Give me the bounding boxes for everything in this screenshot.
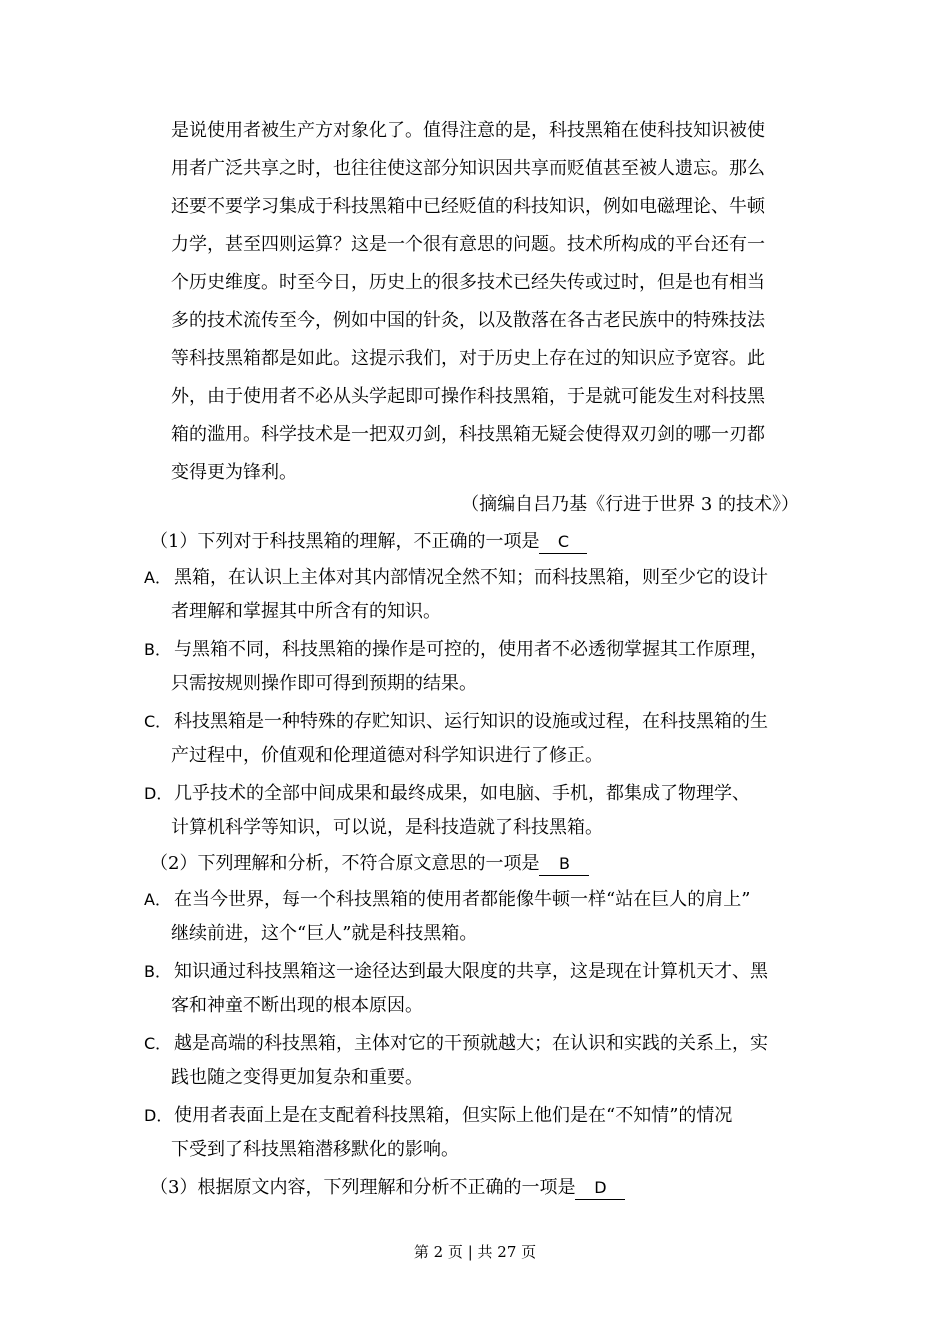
question-stem <box>150 849 589 879</box>
option-item <box>144 1099 812 1167</box>
passage-line: 还要不要学习集成于科技黑箱中已经贬值的科技知识，例如电磁理论、牛顿 <box>171 196 765 217</box>
question-stem <box>150 527 587 557</box>
option-text-continued: 产过程中，价值观和伦理道德对科学知识进行了修正。 <box>171 745 603 766</box>
option-item <box>144 955 812 1023</box>
passage-paragraph <box>171 112 811 492</box>
option-text-continued: 客和神童不断出现的根本原因。 <box>171 995 423 1016</box>
option-letter: A． <box>144 568 171 587</box>
option-text: 越是高端的科技黑箱，主体对它的干预就越大；在认识和实践的关系上，实 <box>174 1033 768 1054</box>
source-citation: （摘编自吕乃基《行进于世界 3 的技术》） <box>461 494 799 515</box>
question-stem <box>150 1173 625 1203</box>
passage-line: 个历史维度。时至今日，历史上的很多技术已经失传或过时，但是也有相当 <box>171 272 765 293</box>
passage-line: 变得更为锋利。 <box>171 462 297 483</box>
option-letter: D． <box>144 784 173 803</box>
answer-blank: C <box>539 531 587 554</box>
passage-line: 外，由于使用者不必从头学起即可操作科技黑箱，于是就可能发生对科技黑 <box>171 386 765 407</box>
passage-line: 箱的滥用。科学技术是一把双刃剑，科技黑箱无疑会使得双刃剑的哪一刃都 <box>171 424 765 445</box>
option-text-continued: 继续前进，这个“巨人”就是科技黑箱。 <box>171 923 478 944</box>
option-text: 在当今世界，每一个科技黑箱的使用者都能像牛顿一样“站在巨人的肩上” <box>174 889 751 910</box>
passage-line: 多的技术流传至今，例如中国的针灸，以及散落在各古老民族中的特殊技法 <box>171 310 765 331</box>
option-letter: D． <box>144 1106 173 1125</box>
option-text: 知识通过科技黑箱这一途径达到最大限度的共享，这是现在计算机天才、黑 <box>174 961 768 982</box>
option-letter: C． <box>144 1034 172 1053</box>
option-text: 几乎技术的全部中间成果和最终成果，如电脑、手机，都集成了物理学、 <box>174 783 750 804</box>
option-item <box>144 633 812 701</box>
option-text: 使用者表面上是在支配着科技黑箱，但实际上他们是在“不知情”的情况 <box>174 1105 733 1126</box>
option-item <box>144 1027 812 1095</box>
answer-blank: D <box>575 1177 625 1200</box>
option-text: 黑箱，在认识上主体对其内部情况全然不知；而科技黑箱，则至少它的设计 <box>174 567 768 588</box>
option-letter: B． <box>144 962 171 981</box>
passage-line: 力学，甚至四则运算？这是一个很有意思的问题。技术所构成的平台还有一 <box>171 234 765 255</box>
option-text-continued: 计算机科学等知识，可以说，是科技造就了科技黑箱。 <box>171 817 603 838</box>
question-text: （2）下列理解和分析，不符合原文意思的一项是 <box>150 853 540 874</box>
option-text: 与黑箱不同，科技黑箱的操作是可控的，使用者不必透彻掌握其工作原理， <box>174 639 768 660</box>
option-letter: A． <box>144 890 171 909</box>
option-letter: C． <box>144 712 172 731</box>
option-text-continued: 下受到了科技黑箱潜移默化的影响。 <box>171 1139 459 1160</box>
option-item <box>144 883 812 951</box>
option-text-continued: 只需按规则操作即可得到预期的结果。 <box>171 673 477 694</box>
option-text: 科技黑箱是一种特殊的存贮知识、运行知识的设施或过程，在科技黑箱的生 <box>174 711 768 732</box>
option-item <box>144 561 812 629</box>
option-text-continued: 践也随之变得更加复杂和重要。 <box>171 1067 423 1088</box>
passage-line: 等科技黑箱都是如此。这提示我们，对于历史上存在过的知识应予宽容。此 <box>171 348 765 369</box>
passage-line: 是说使用者被生产方对象化了。值得注意的是，科技黑箱在使科技知识被使 <box>171 120 765 141</box>
option-item <box>144 705 812 773</box>
passage-line: 用者广泛共享之时，也往往使这部分知识因共享而贬值甚至被人遗忘。那么 <box>171 158 765 179</box>
page-footer: 第 2 页 | 共 27 页 <box>413 1243 537 1261</box>
question-text: （3）根据原文内容，下列理解和分析不正确的一项是 <box>150 1177 576 1198</box>
option-letter: B． <box>144 640 171 659</box>
answer-blank: B <box>539 853 589 876</box>
option-text-continued: 者理解和掌握其中所含有的知识。 <box>171 601 441 622</box>
question-text: （1）下列对于科技黑箱的理解，不正确的一项是 <box>150 531 540 552</box>
option-item <box>144 777 812 845</box>
